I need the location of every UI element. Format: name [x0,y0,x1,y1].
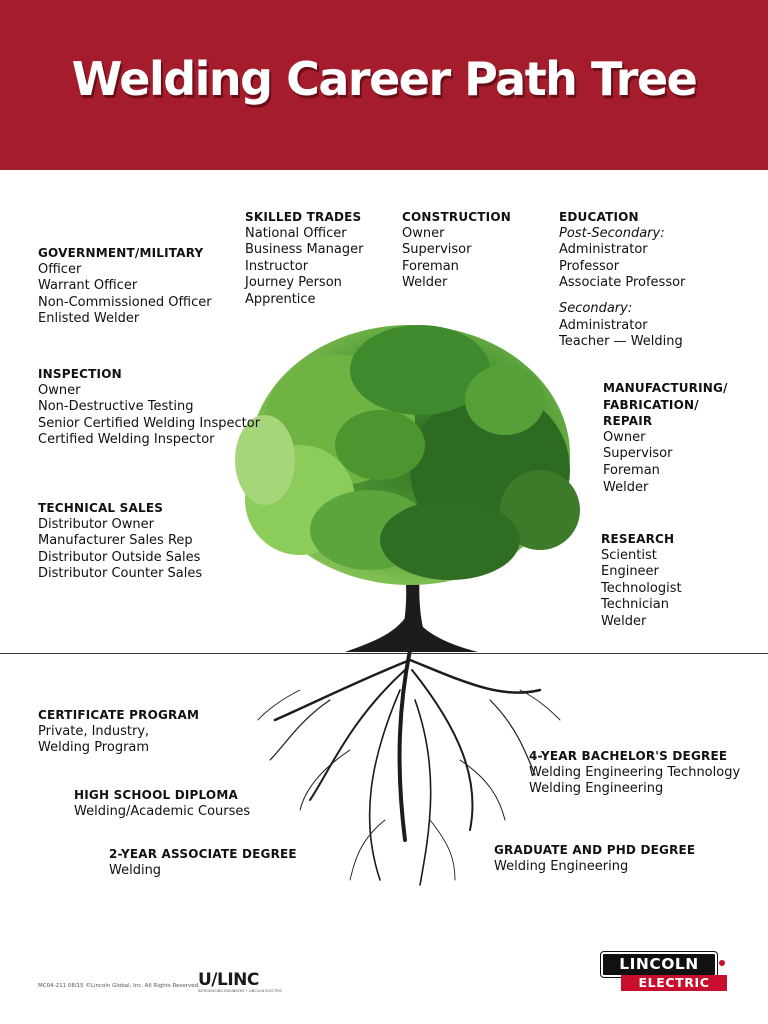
list-item: Administrator [559,317,648,333]
list-item: Distributor Outside Sales [38,549,201,565]
list-item: Enlisted Welder [38,311,140,327]
ulinc-tagline: INTRODUCING ENGINEERS • LINCOLN ELECTRIC [198,989,283,993]
technical-sales-section [38,500,202,583]
logo-electric-text: ELECTRIC [621,975,727,991]
list-item: Private, Industry, [38,723,150,739]
list-item: Apprentice [245,291,316,307]
list-item: Welding Engineering [494,858,629,874]
post-secondary-label: Post-Secondary: [559,225,665,241]
list-item: Welding Program [38,740,150,756]
page-title: Welding Career Path Tree [71,52,697,106]
list-item: Welding Engineering [529,781,664,797]
logo-registered-dot [719,960,725,966]
list-item: Non-Commissioned Officer [38,294,212,310]
graduate-degree-section [494,842,695,875]
section-heading: CERTIFICATE PROGRAM [38,708,200,722]
list-item: Journey Person [245,275,342,291]
section-heading: TECHNICAL SALES [38,501,164,515]
ground-line [0,653,768,654]
list-item: Welder [603,479,649,495]
footer-copyright: MC04-211 08/15 ©Lincoln Global, Inc. All Rights Reserved. [38,983,200,989]
canopy [235,325,580,585]
list-item: Distributor Owner [38,516,154,532]
associate-degree-section [109,846,297,879]
list-item: Welding/Academic Courses [74,803,251,819]
section-heading: SKILLED TRADES [245,210,362,224]
inspection-section [38,366,260,449]
list-item: Owner [402,225,445,241]
section-heading: INSPECTION [38,367,122,381]
list-item: Certified Welding Inspector [38,432,215,448]
lincoln-electric-logo [601,952,731,992]
list-item: Distributor Counter Sales [38,566,203,582]
list-item: Supervisor [402,242,472,258]
section-heading: REPAIR [603,414,653,429]
ulinc-logo [198,972,288,994]
list-item: Instructor [245,258,309,274]
list-item: Welder [601,613,647,629]
list-item: Officer [38,261,82,277]
list-item: Foreman [603,462,660,478]
list-item: Supervisor [603,446,673,462]
research-section [601,531,682,631]
list-item: Welding [109,862,162,878]
bachelor-degree-section [529,748,740,798]
section-heading: HIGH SCHOOL DIPLOMA [74,788,238,802]
list-item: Associate Professor [559,275,686,291]
list-item: Administrator [559,242,648,258]
list-item: Technician [601,597,669,613]
list-item: Welding Engineering Technology [529,764,741,780]
section-heading: EDUCATION [559,210,639,224]
list-item: Professor [559,258,620,274]
list-item: Engineer [601,564,659,580]
high-school-section [74,787,250,820]
list-item: Manufacturer Sales Rep [38,533,193,549]
section-heading: RESEARCH [601,532,675,546]
list-item: Non-Destructive Testing [38,399,194,415]
section-heading: MANUFACTURING/ [603,381,728,395]
list-item: Scientist [601,547,657,563]
logo-lincoln-text: LINCOLN [601,952,717,977]
section-heading: GRADUATE AND PHD DEGREE [494,843,696,857]
list-item: Foreman [402,258,459,274]
section-heading: GOVERNMENT/MILITARY [38,246,204,260]
education-section [559,209,685,351]
list-item: Welder [402,275,448,291]
list-item: National Officer [245,225,347,241]
section-heading: FABRICATION/ [603,397,699,412]
government-military-section [38,245,212,328]
list-item: Teacher — Welding [559,334,683,350]
list-item: Warrant Officer [38,278,138,294]
certificate-program-section [38,707,199,757]
skilled-trades-section [245,209,363,309]
list-item: Owner [38,382,81,398]
list-item: Business Manager [245,242,364,258]
section-heading: CONSTRUCTION [402,210,511,224]
construction-section [402,209,511,292]
secondary-label: Secondary: [559,300,633,316]
section-heading: 4-YEAR BACHELOR'S DEGREE [529,749,728,763]
list-item: Owner [603,429,646,445]
ulinc-wordmark: U/LINC [198,970,259,990]
list-item: Senior Certified Welding Inspector [38,415,261,431]
manufacturing-section [603,380,728,496]
section-heading: 2-YEAR ASSOCIATE DEGREE [109,847,297,861]
list-item: Technologist [601,580,682,596]
